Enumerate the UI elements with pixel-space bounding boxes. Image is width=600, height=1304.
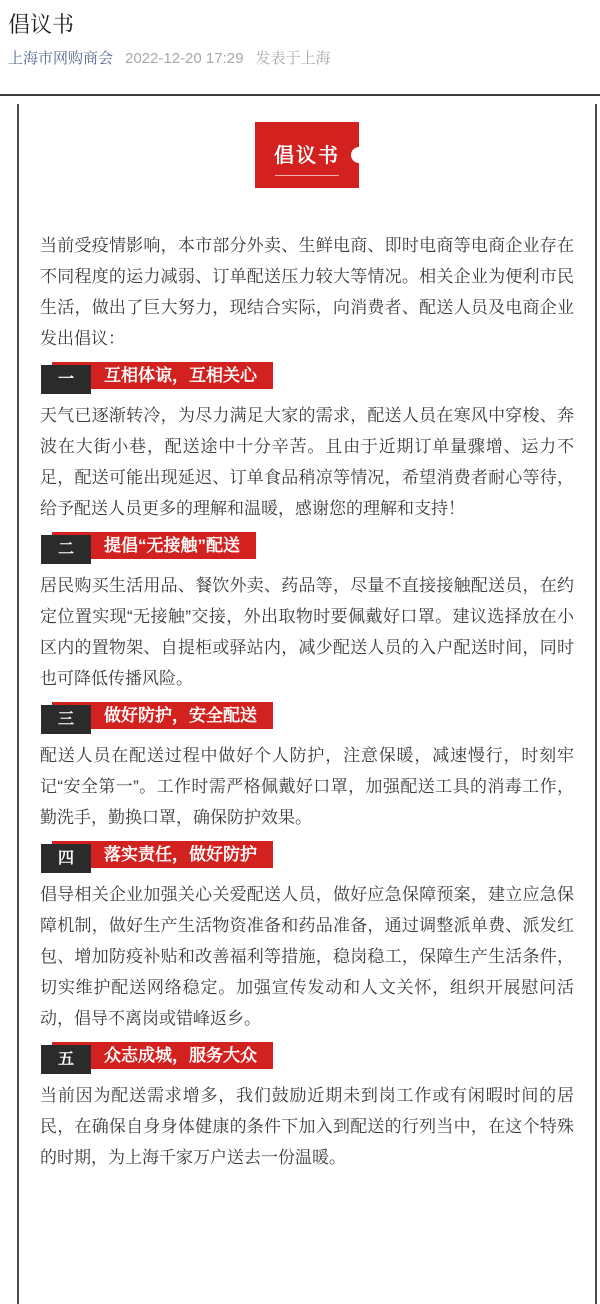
section-2 [40,532,574,694]
section-5-body: 当前因为配送需求增多，我们鼓励近期未到岗工作或有闲暇时间的居民，在确保自身身体健康的条件下加入到配送的行列当中，在这个特殊的时期，为上海千家万户送去一份温暖。 [40,1086,574,1167]
intro-paragraph: 当前受疫情影响，本市部分外卖、生鲜电商、即时电商等电商企业存在不同程度的运力减弱、订单配送压力较大等情况。相关企业为便利市民生活，做出了巨大努力，现结合实际，向消费者、配送人员及电商企业发出倡议： [40,236,574,348]
section-2-header [40,532,574,562]
section-5 [40,1042,574,1173]
section-1-title: 互相体谅，互相关心 [52,362,273,389]
section-2-number-badge: 二 [41,535,91,564]
section-4-number-badge: 四 [41,844,91,873]
section-4-title: 落实责任，做好防护 [52,841,273,868]
section-1 [40,362,574,524]
section-2-body: 居民购买生活用品、餐饮外卖、药品等，尽量不直接接触配送员，在约定位置实现“无接触”交接，外出取物时要佩戴好口罩。建议选择放在小区内的置物架、自提柜或驿站内，减少配送人员的入户配送时间，同时也可降低传播风险。 [40,576,574,688]
banner-label: 倡议书 [274,145,340,167]
publish-location: 发表于上海 [255,50,331,67]
section-5-number-badge: 五 [41,1045,91,1074]
page-title: 倡议书 [8,12,75,37]
section-4-header [40,841,574,871]
section-5-title: 众志成城，服务大众 [52,1042,273,1069]
section-1-number-badge: 一 [41,365,91,394]
section-2-title: 提倡“无接触”配送 [52,532,256,559]
article-content-frame [17,104,597,1304]
section-3-title: 做好防护，安全配送 [52,702,273,729]
section-4 [40,841,574,1034]
banner-underline [275,175,339,176]
section-3-number-badge: 三 [41,705,91,734]
header-divider [0,94,600,96]
article-header [0,0,600,69]
banner-notch-circle [351,147,367,163]
section-3 [40,702,574,833]
section-3-header [40,702,574,732]
section-1-header [40,362,574,392]
publish-datetime: 2022-12-20 17:29 [125,50,244,67]
section-4-body: 倡导相关企业加强关心关爱配送人员，做好应急保障预案，建立应急保障机制，做好生产生活物资准备和药品准备，通过调整派单费、派发红包、增加防疫补贴和改善福利等措施，稳岗稳工，保障生产生活条件，切实维护配送网络稳定。加强宣传发动和人文关怀，组织开展慰问活动，倡导不离岗或错峰返乡。 [40,885,574,1028]
article-meta [8,49,592,69]
section-3-body: 配送人员在配送过程中做好个人防护，注意保暖，减速慢行，时刻牢记“安全第一”。工作时需严格佩戴好口罩，加强配送工具的消毒工作，勤洗手，勤换口罩，确保防护效果。 [40,746,574,827]
author-link[interactable]: 上海市网购商会 [8,50,114,67]
section-1-body: 天气已逐渐转冷，为尽力满足大家的需求，配送人员在寒风中穿梭、奔波在大街小巷，配送途中十分辛苦。且由于近期订单量骤增、运力不足，配送可能出现延迟、订单食品稍凉等情况，希望消费者耐心等待，给予配送人员更多的理解和温暖，感谢您的理解和支持！ [40,406,574,518]
section-5-header [40,1042,574,1072]
proposal-banner [255,122,359,188]
